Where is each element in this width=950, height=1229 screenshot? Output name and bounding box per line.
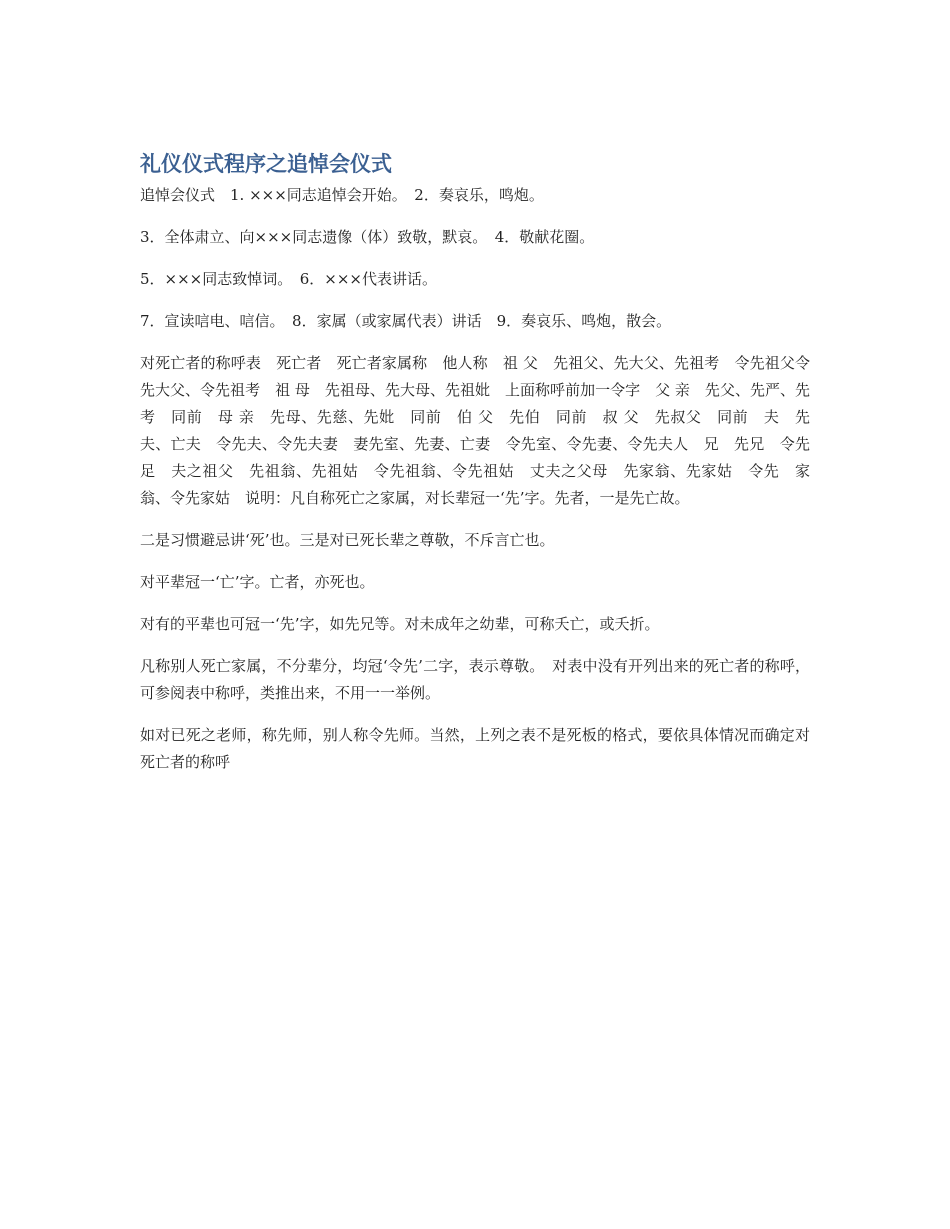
paragraph-2: 3．全体肃立、向×××同志遗像（体）致敬，默哀。 4．敬献花圈。 xyxy=(140,228,595,246)
document-title: 礼仪仪式程序之追悼会仪式 xyxy=(140,152,392,176)
paragraph-8: 对有的平辈也可冠一‘先’字，如先兄等。对未成年之幼辈，可称夭亡，或夭折。 xyxy=(140,615,660,633)
document-page xyxy=(140,150,810,791)
paragraph-5: 对死亡者的称呼表 死亡者 死亡者家属称 他人称 祖 父 先祖父、先大父、先祖考 令先祖父令先大父、令先祖考 祖 母 先祖母、先大母、先祖妣 上面称呼前加一令字 父 亲 先父、先严、先考 同前 母 亲 先母、先慈、先妣 同前 伯 父 先伯 同前 叔 父 先叔父 同前 夫 先夫、亡夫 令先夫、令先夫妻 妻先室、先妻、亡妻 令先室、令先妻、令先夫人 兄 先兄 令先足 夫之祖父 先祖翁、先祖姑 令先祖翁、令先祖姑 丈夫之父母 先家翁、先家姑 令先 家翁、令先家姑 说明：凡自称死亡之家属，对长辈冠一‘先’字。先者，一是先亡故。 xyxy=(140,354,810,507)
paragraph-7: 对平辈冠一‘亡’字。亡者，亦死也。 xyxy=(140,573,375,591)
paragraph-3: 5．×××同志致悼词。 6．×××代表讲话。 xyxy=(140,270,437,288)
paragraph-10: 如对已死之老师，称先师，别人称令先师。当然，上列之表不是死板的格式，要依具体情况而确定对死亡者的称呼 xyxy=(140,726,810,771)
paragraph-9: 凡称别人死亡家属，不分辈分，均冠‘令先’二字，表示尊敬。 对表中没有开列出来的死亡者的称呼，可参阅表中称呼，类推出来，不用一一举例。 xyxy=(140,657,810,702)
paragraph-1: 追悼会仪式 1. ×××同志追悼会开始。 2．奏哀乐，鸣炮。 xyxy=(140,186,544,204)
paragraph-6: 二是习惯避忌讲‘死’也。三是对已死长辈之尊敬，不斥言亡也。 xyxy=(140,531,555,549)
paragraph-4: 7．宣读唁电、唁信。 8．家属（或家属代表）讲话 9．奏哀乐、鸣炮，散会。 xyxy=(140,312,672,330)
